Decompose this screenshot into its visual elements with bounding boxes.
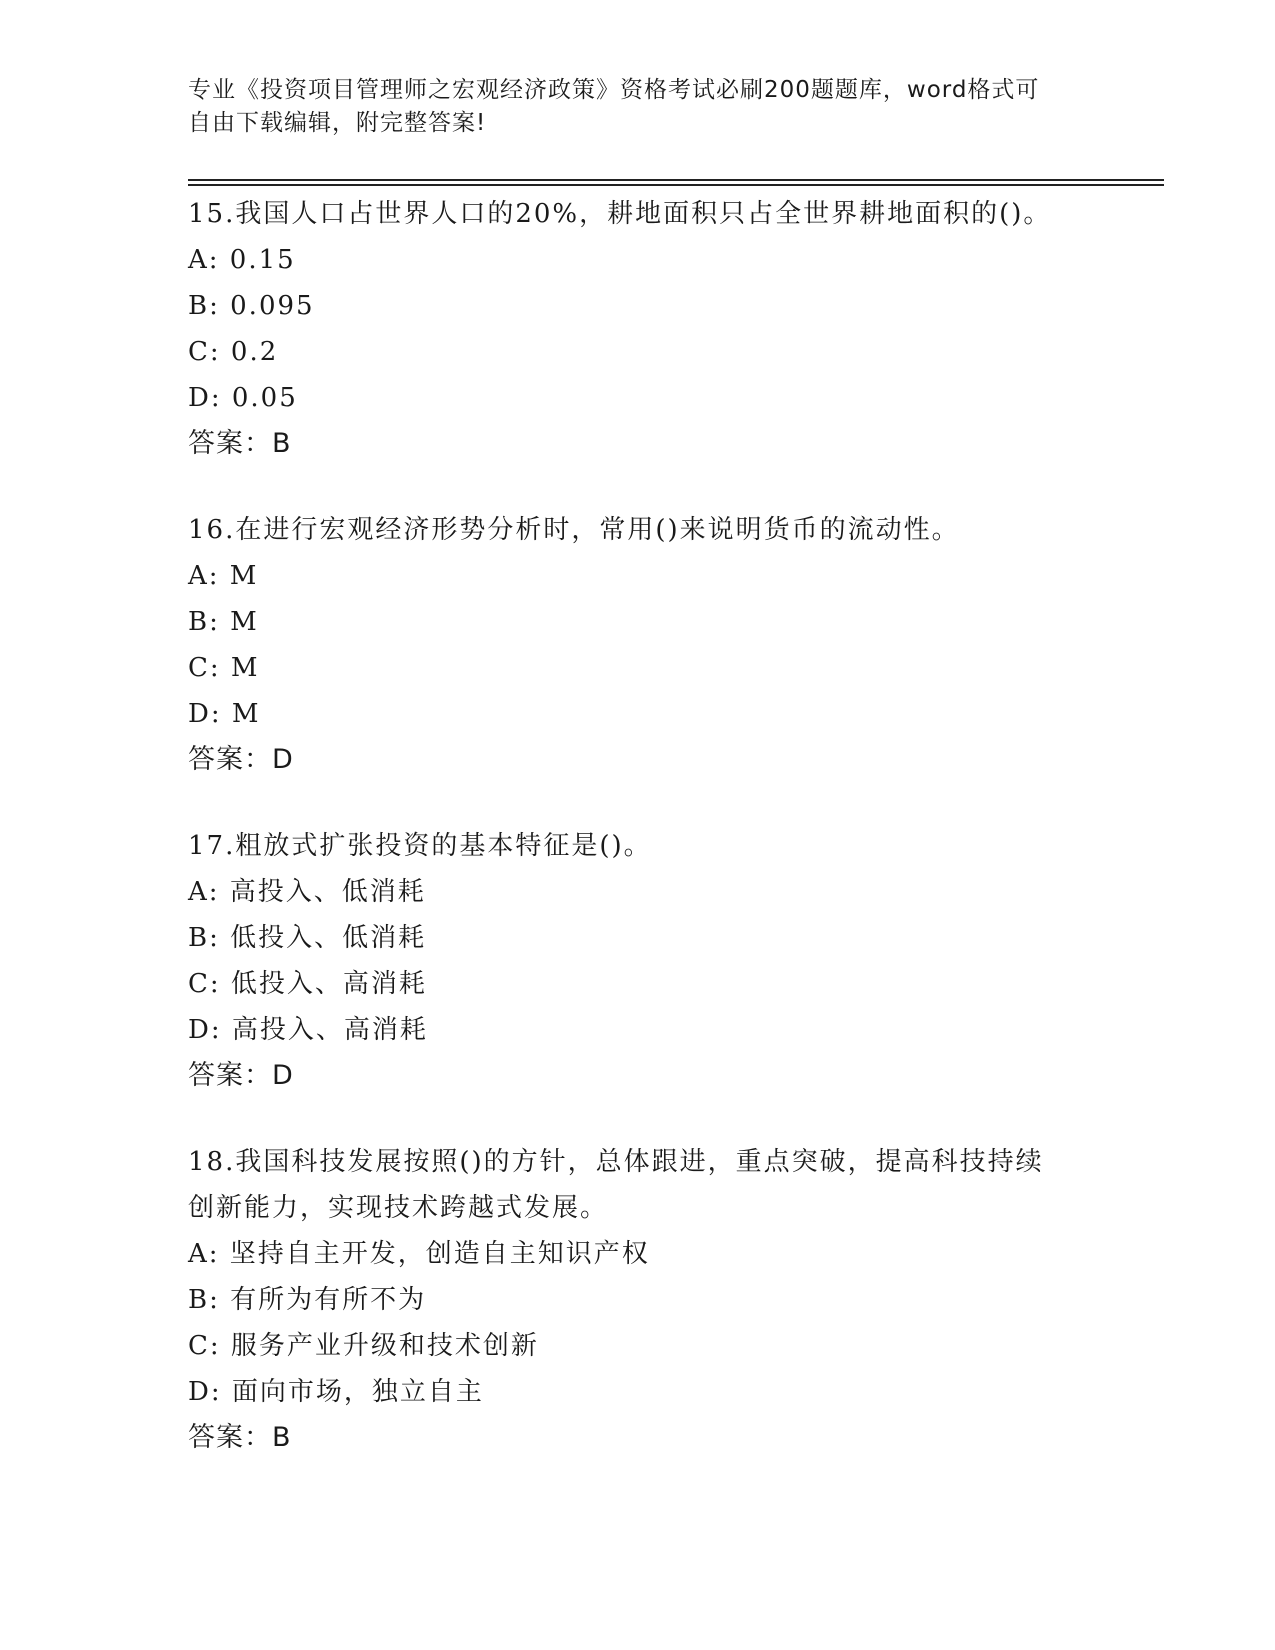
header-line-2: 自由下载编辑，附完整答案! bbox=[188, 110, 487, 136]
header-divider-bottom bbox=[188, 184, 1164, 186]
answer: 答案：D bbox=[188, 744, 294, 775]
answer: 答案：B bbox=[188, 428, 292, 459]
header-line-1: 专业《投资项目管理师之宏观经济政策》资格考试必刷200题题库，word格式可 bbox=[188, 77, 1040, 103]
option-b: B: 低投入、低消耗 bbox=[188, 923, 427, 953]
option-a: A: 坚持自主开发，创造自主知识产权 bbox=[188, 1239, 650, 1269]
option-a: A: M bbox=[188, 561, 259, 591]
option-c: C: 服务产业升级和技术创新 bbox=[188, 1331, 539, 1361]
question-stem: 16.在进行宏观经济形势分析时，常用()来说明货币的流动性。 bbox=[188, 515, 960, 545]
question-stem: 17.粗放式扩张投资的基本特征是()。 bbox=[188, 831, 652, 861]
answer: 答案：D bbox=[188, 1060, 294, 1091]
question-stem-line-2: 创新能力，实现技术跨越式发展。 bbox=[188, 1193, 609, 1223]
option-b: B: 有所为有所不为 bbox=[188, 1285, 427, 1315]
option-a: A: 0.15 bbox=[188, 245, 296, 275]
question-stem: 15.我国人口占世界人口的20%，耕地面积只占全世界耕地面积的()。 bbox=[188, 199, 1052, 229]
answer: 答案：B bbox=[188, 1422, 292, 1453]
question-17 bbox=[188, 823, 1108, 1099]
option-b: B: 0.095 bbox=[188, 291, 315, 321]
option-b: B: M bbox=[188, 607, 259, 637]
option-c: C: M bbox=[188, 653, 260, 683]
document-header bbox=[188, 74, 1088, 140]
option-d: D: 0.05 bbox=[188, 383, 298, 413]
option-d: D: 面向市场，独立自主 bbox=[188, 1377, 484, 1407]
option-c: C: 低投入、高消耗 bbox=[188, 969, 427, 999]
option-c: C: 0.2 bbox=[188, 337, 279, 367]
option-a: A: 高投入、低消耗 bbox=[188, 877, 426, 907]
option-d: D: M bbox=[188, 699, 261, 729]
option-d: D: 高投入、高消耗 bbox=[188, 1015, 428, 1045]
question-15 bbox=[188, 191, 1108, 467]
question-16 bbox=[188, 507, 1108, 783]
question-18 bbox=[188, 1139, 1108, 1461]
header-divider-top bbox=[188, 179, 1164, 181]
question-stem-line-1: 18.我国科技发展按照()的方针，总体跟进，重点突破，提高科技持续 bbox=[188, 1147, 1044, 1177]
